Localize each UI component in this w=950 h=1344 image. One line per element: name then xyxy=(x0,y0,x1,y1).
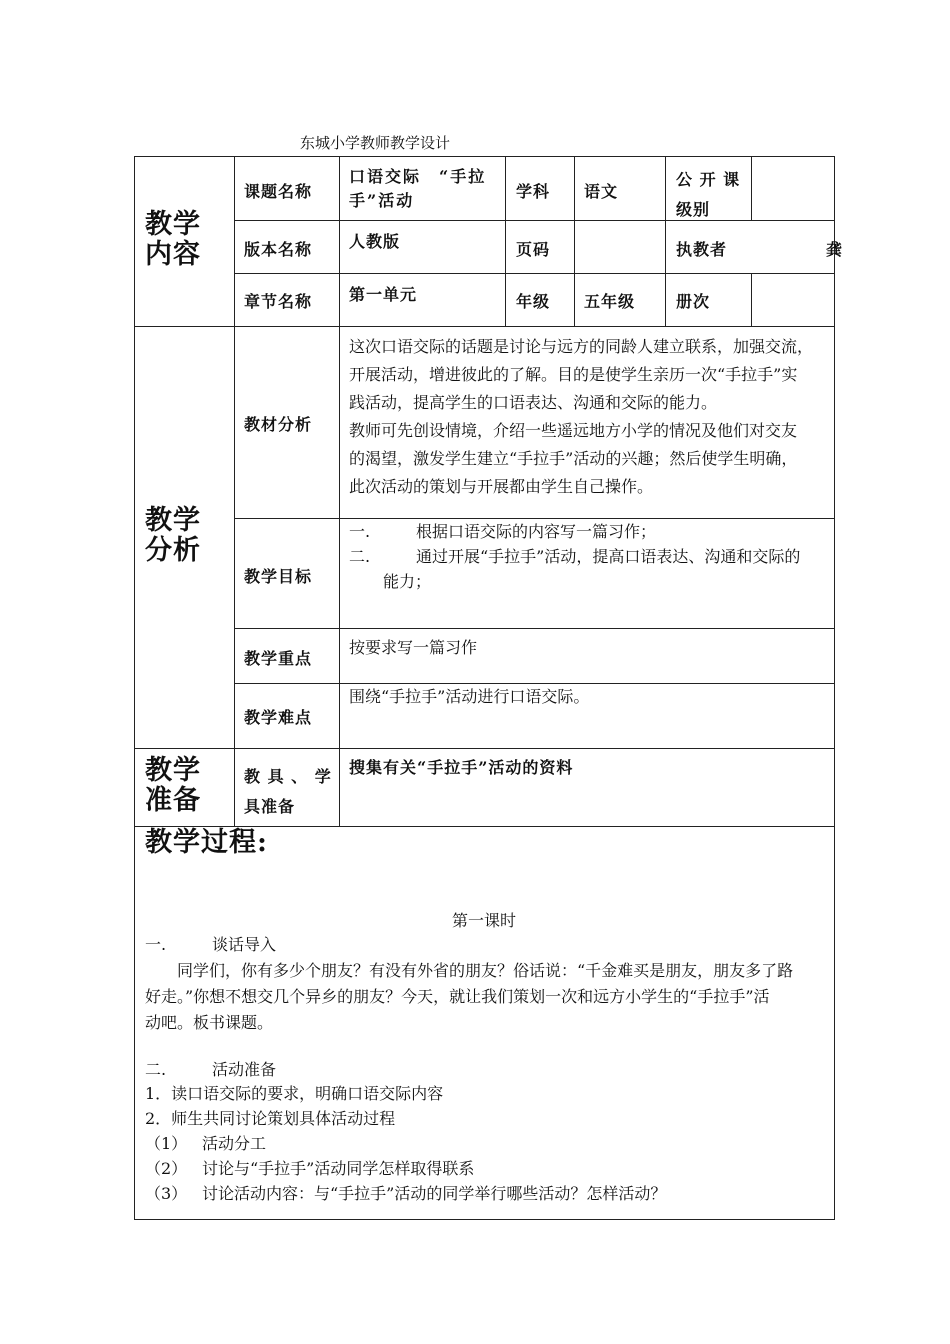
course-name-value: 口语交际 “手拉 手”活动 xyxy=(349,167,487,210)
chapter-value: 第一单元 xyxy=(349,285,418,304)
subject-label: 学科 xyxy=(516,182,551,201)
part-1-title: 谈话导入 xyxy=(212,935,277,954)
objective-2-continuation: 能力； xyxy=(383,572,432,591)
grade-label: 年级 xyxy=(516,292,551,311)
objective-2-text: 通过开展“手拉手”活动，提高口语表达、沟通和交际的 xyxy=(416,547,801,566)
open-class-level-label: 公 开 课 级别 xyxy=(676,170,741,219)
objectives-label: 教学目标 xyxy=(244,567,313,586)
part-2-title: 活动准备 xyxy=(212,1060,277,1079)
sub-step-3-text: 讨论活动内容：与“手拉手”活动的同学举行哪些活动？怎样活动？ xyxy=(202,1184,667,1203)
grade-value: 五年级 xyxy=(584,292,636,311)
sub-step-2-text: 讨论与“手拉手”活动同学怎样取得联系 xyxy=(202,1159,475,1178)
course-name-label: 课题名称 xyxy=(244,182,313,201)
subject-value: 语文 xyxy=(584,182,619,201)
intro-paragraph: 同学们，你有多少个朋友？有没有外省的朋友？俗话说：“千金难买是朋友，朋友多了路 好走。”你想不想交几个异乡的朋友？今天，就让我们策划一次和远方小学生的“手拉手”活 动吧。板书课题。 xyxy=(145,961,794,1032)
objective-1-number: 一. xyxy=(349,522,371,541)
material-analysis-label: 教材分析 xyxy=(244,415,313,434)
step-2: 2．师生共同讨论策划具体活动过程 xyxy=(145,1109,396,1128)
tools-text: 搜集有关“手拉手”活动的资料 xyxy=(349,758,574,777)
process-title: 教学过程: xyxy=(145,827,268,858)
section-label-teaching-prep: 教学 准备 xyxy=(145,755,201,816)
difficulty-label: 教学难点 xyxy=(244,708,313,727)
chapter-label: 章节名称 xyxy=(244,292,313,311)
material-analysis-text: 这次口语交际的话题是讨论与远方的同龄人建立联系，加强交流， 开展活动，增进彼此的了解。目的是使学生亲历一次“手拉手”实 践活动，提高学生的口语表达、沟通和交际的能力。 教师可先创设情境，介绍一些遥远地方小学的情况及他们对交友 的渴望，激发学生建立“手拉手”活动的兴趣；然后使学生明确， 此次活动的策划与开展都由学生自己操作。 xyxy=(349,337,814,496)
edition-value: 人教版 xyxy=(349,232,401,251)
teacher-label: 执教者 xyxy=(676,240,728,259)
edition-label: 版本名称 xyxy=(244,240,313,259)
section-label-teaching-analysis: 教学 分析 xyxy=(145,505,201,566)
objective-2-number: 二. xyxy=(349,547,371,566)
part-2-number: 二. xyxy=(145,1060,167,1079)
lesson-title: 第一课时 xyxy=(452,911,517,930)
step-1: 1．读口语交际的要求，明确口语交际内容 xyxy=(145,1084,444,1103)
teacher-value: 龚 xyxy=(826,240,844,259)
objective-1-text: 根据口语交际的内容写一篇习作； xyxy=(416,522,657,541)
sub-step-2-number: （2） xyxy=(145,1159,188,1178)
key-point-text: 按要求写一篇习作 xyxy=(349,638,478,657)
volume-label: 册次 xyxy=(676,292,711,311)
sub-step-1-text: 活动分工 xyxy=(202,1134,267,1153)
part-1-number: 一. xyxy=(145,935,167,954)
tools-label: 教 具 、 学 具准备 xyxy=(244,767,332,816)
difficulty-text: 围绕“手拉手”活动进行口语交际。 xyxy=(349,687,590,706)
page-number-label: 页码 xyxy=(516,240,551,259)
section-label-teaching-content: 教学 内容 xyxy=(145,209,201,270)
document-title: 东城小学教师教学设计 xyxy=(300,134,451,152)
key-point-label: 教学重点 xyxy=(244,649,313,668)
sub-step-3-number: （3） xyxy=(145,1184,188,1203)
sub-step-1-number: （1） xyxy=(145,1134,188,1153)
